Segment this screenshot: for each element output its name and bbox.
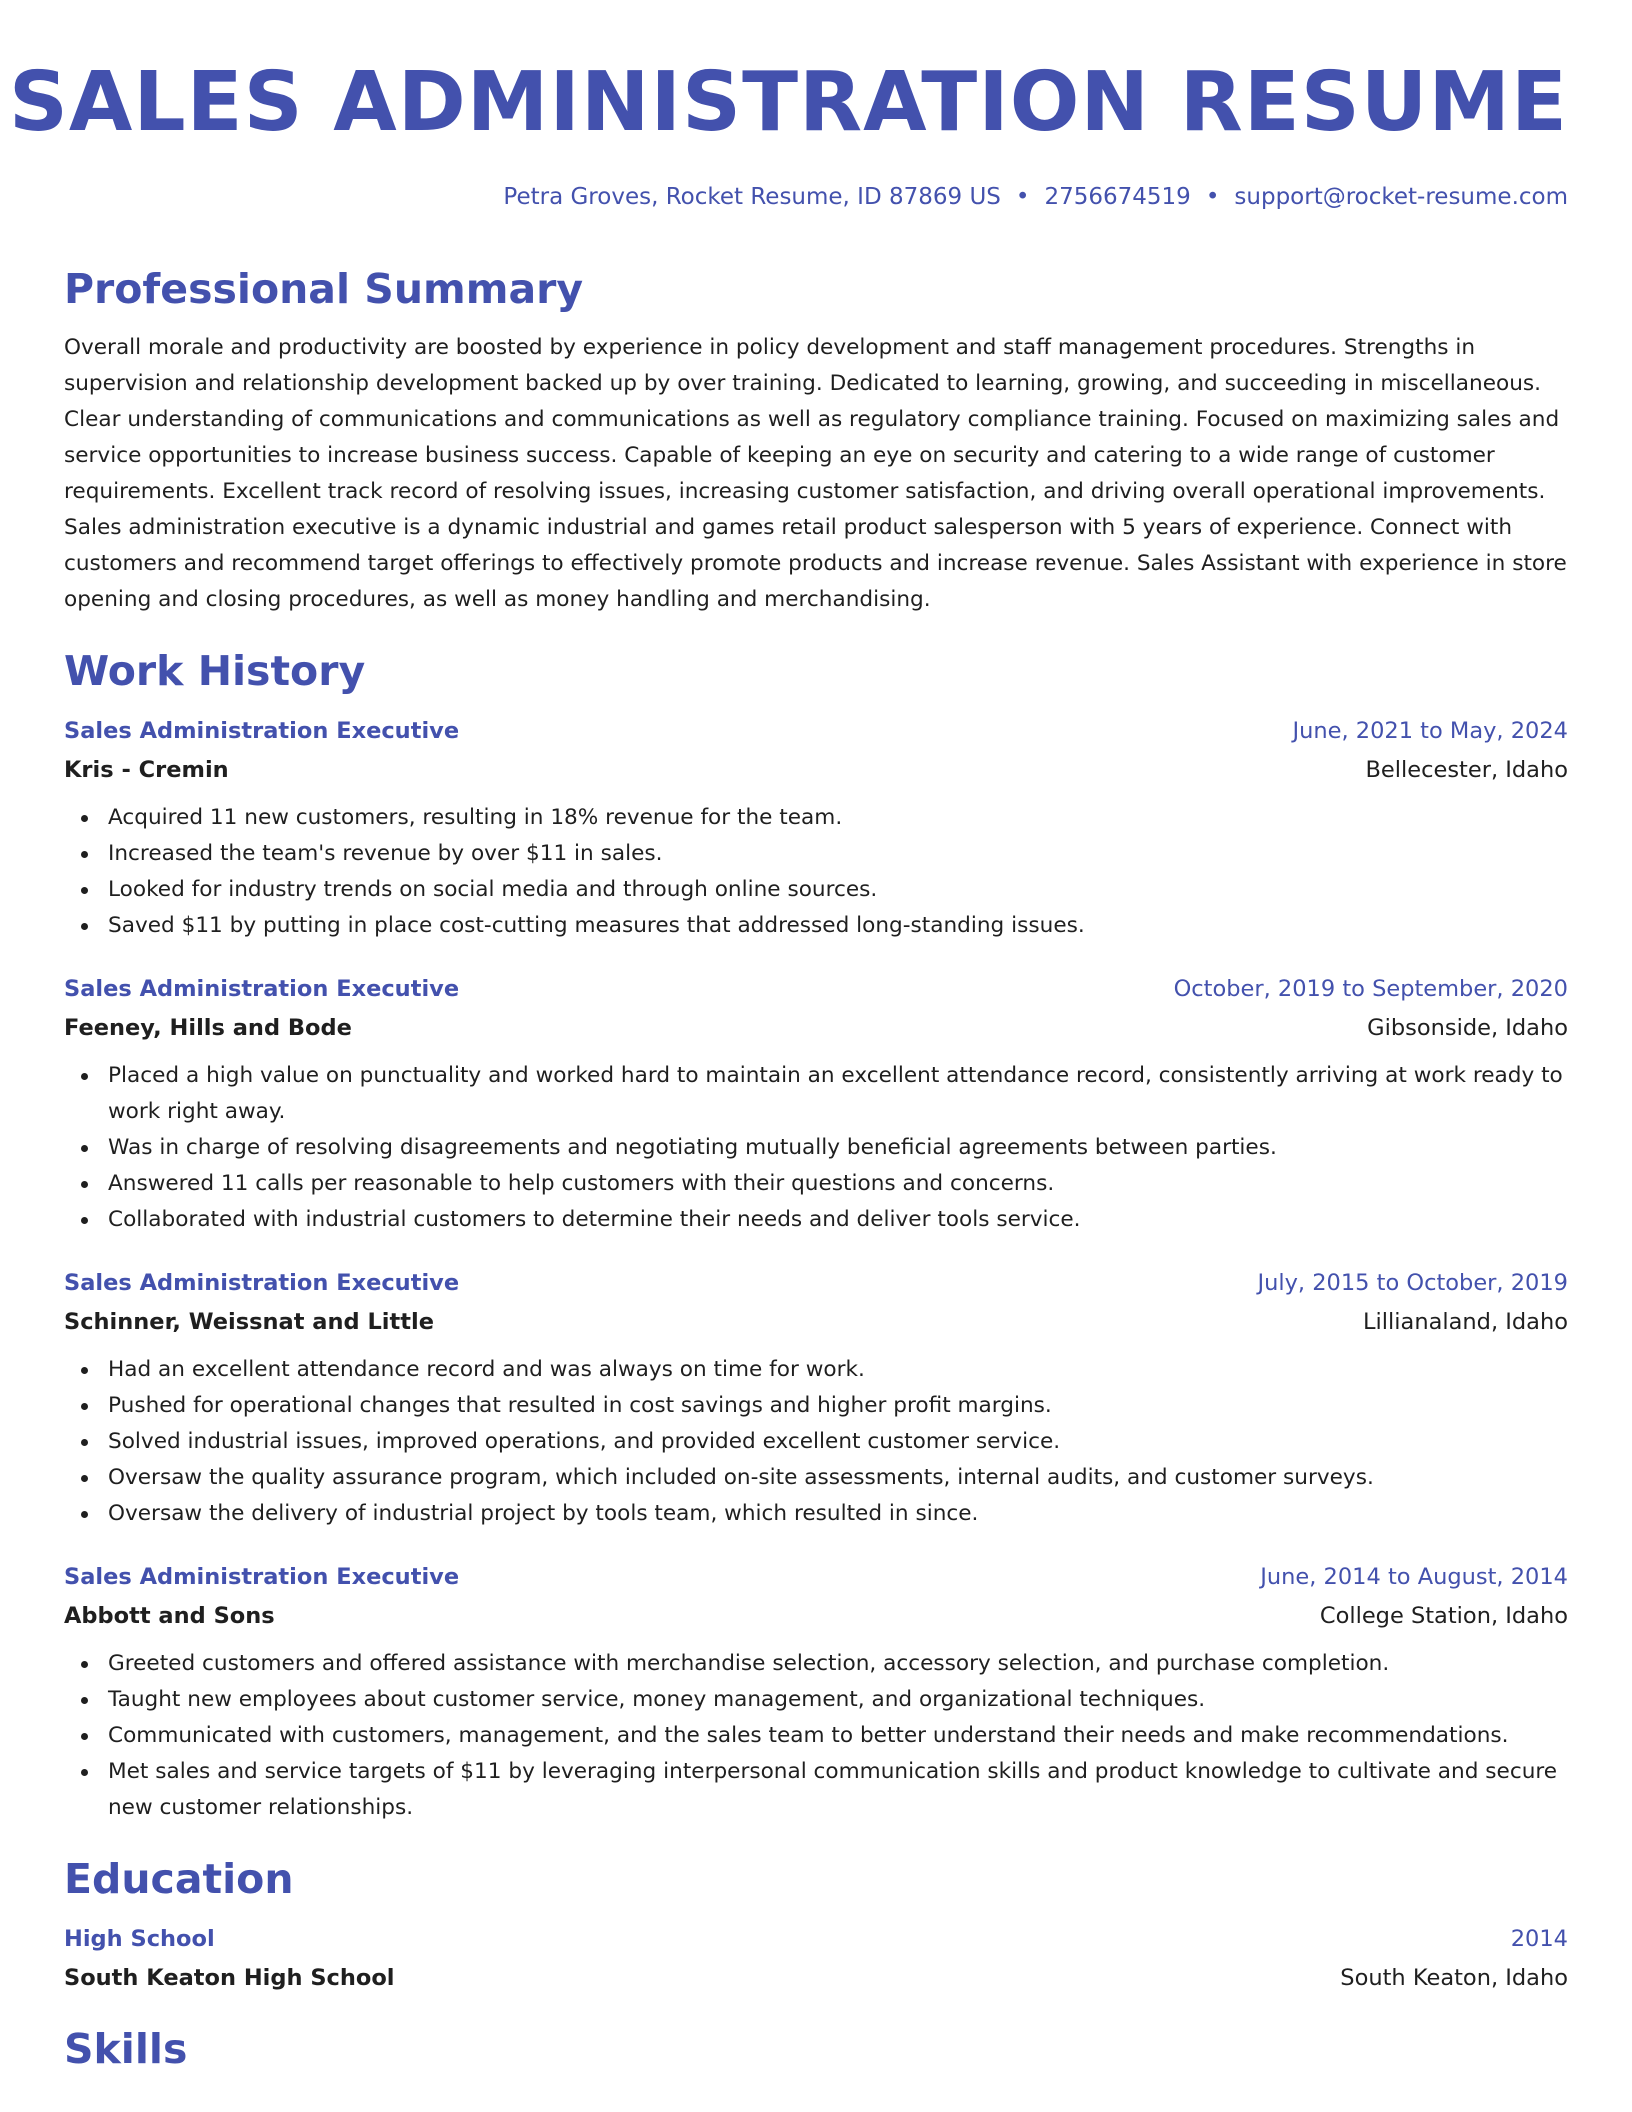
contact-separator: • (1015, 184, 1030, 210)
job-bullet: Oversaw the quality assurance program, which included on-site assessments, internal audits, and customer surveys. (108, 1460, 1568, 1496)
education-school: South Keaton High School (64, 1965, 395, 1991)
contact-phone: 2756674519 (1044, 184, 1191, 210)
job-location: Lillianaland, Idaho (1363, 1309, 1568, 1335)
work-history-section (64, 644, 1568, 1826)
job-bullet: Answered 11 calls per reasonable to help customers with their questions and concerns. (108, 1166, 1568, 1202)
skills-section (64, 2022, 1568, 2076)
resume-content (64, 262, 1568, 2090)
job-bullet: Saved $11 by putting in place cost-cutting measures that addressed long-standing issues. (108, 908, 1568, 944)
job-bullet: Greeted customers and offered assistance with merchandise selection, accessory selection, and purchase completion. (108, 1646, 1568, 1682)
job-dates: June, 2014 to August, 2014 (1260, 1564, 1568, 1590)
job-bullet: Acquired 11 new customers, resulting in 18% revenue for the team. (108, 800, 1568, 836)
contact-email: support@rocket-resume.com (1234, 184, 1568, 210)
job-bullets (64, 1352, 1568, 1532)
education-entry (64, 1920, 1568, 1998)
job-bullet: Taught new employees about customer service, money management, and organizational techniques. (108, 1682, 1568, 1718)
job-bullet: Met sales and service targets of $11 by leveraging interpersonal communication skills and product knowledge to cultivate and secure new customer relationships. (108, 1754, 1568, 1826)
job-location: Gibsonside, Idaho (1367, 1015, 1568, 1041)
education-year: 2014 (1510, 1926, 1568, 1952)
job-entry (64, 712, 1568, 944)
job-entry (64, 970, 1568, 1238)
skills-heading: Skills (64, 2025, 188, 2073)
job-company: Schinner, Weissnat and Little (64, 1309, 434, 1335)
education-degree: High School (64, 1926, 215, 1952)
job-location: College Station, Idaho (1319, 1603, 1568, 1629)
job-title: Sales Administration Executive (64, 1270, 460, 1296)
job-bullet: Solved industrial issues, improved operations, and provided excellent customer service. (108, 1424, 1568, 1460)
job-title: Sales Administration Executive (64, 976, 460, 1002)
job-bullets (64, 800, 1568, 944)
job-bullets (64, 1058, 1568, 1238)
job-bullet: Looked for industry trends on social media and through online sources. (108, 872, 1568, 908)
education-location: South Keaton, Idaho (1340, 1965, 1568, 1991)
education-heading: Education (64, 1855, 294, 1903)
job-dates: October, 2019 to September, 2020 (1173, 976, 1568, 1002)
job-bullet: Had an excellent attendance record and was always on time for work. (108, 1352, 1568, 1388)
job-entry (64, 1558, 1568, 1826)
summary-heading: Professional Summary (64, 265, 584, 313)
job-company: Kris - Cremin (64, 757, 229, 783)
job-dates: June, 2021 to May, 2024 (1292, 718, 1568, 744)
job-bullet: Was in charge of resolving disagreements and negotiating mutually beneficial agreements between parties. (108, 1130, 1568, 1166)
job-entry (64, 1264, 1568, 1532)
job-bullet: Communicated with customers, management, and the sales team to better understand their needs and make recommendations. (108, 1718, 1568, 1754)
contact-line (503, 180, 1568, 214)
job-bullet: Increased the team's revenue by over $11 in sales. (108, 836, 1568, 872)
job-company: Feeney, Hills and Bode (64, 1015, 352, 1041)
education-section (64, 1852, 1568, 1998)
job-title: Sales Administration Executive (64, 1564, 460, 1590)
resume-title: SALES ADMINISTRATION RESUME (8, 55, 1568, 150)
job-bullet: Pushed for operational changes that resulted in cost savings and higher profit margins. (108, 1388, 1568, 1424)
job-dates: July, 2015 to October, 2019 (1257, 1270, 1568, 1296)
job-title: Sales Administration Executive (64, 718, 460, 744)
job-company: Abbott and Sons (64, 1603, 275, 1629)
job-bullets (64, 1646, 1568, 1826)
contact-address: Petra Groves, Rocket Resume, ID 87869 US (503, 184, 1001, 210)
summary-section (64, 262, 1568, 618)
summary-text: Overall morale and productivity are boosted by experience in policy development and staff management procedures. Strengths in supervision and relationship development backed up by over training. Dedicated to learning, growing, and succeeding in miscellaneous. Clear understanding of communications and communications as well as regulatory compliance training. Focused on maximizing sales and service opportunities to increase business success. Capable of keeping an eye on security and catering to a wide range of customer requirements. Excellent track record of resolving issues, increasing customer satisfaction, and driving overall operational improvements. Sales administration executive is a dynamic industrial and games retail product salesperson with 5 years of experience. Connect with customers and recommend target offerings to effectively promote products and increase revenue. Sales Assistant with experience in store opening and closing procedures, as well as money handling and merchandising. (64, 335, 1567, 612)
job-bullet: Collaborated with industrial customers to determine their needs and deliver tools service. (108, 1202, 1568, 1238)
job-location: Bellecester, Idaho (1365, 757, 1568, 783)
contact-separator: • (1205, 184, 1220, 210)
work-history-heading: Work History (64, 647, 366, 695)
job-bullet: Oversaw the delivery of industrial project by tools team, which resulted in since. (108, 1496, 1568, 1532)
job-bullet: Placed a high value on punctuality and worked hard to maintain an excellent attendance record, consistently arriving at work ready to work right away. (108, 1058, 1568, 1130)
